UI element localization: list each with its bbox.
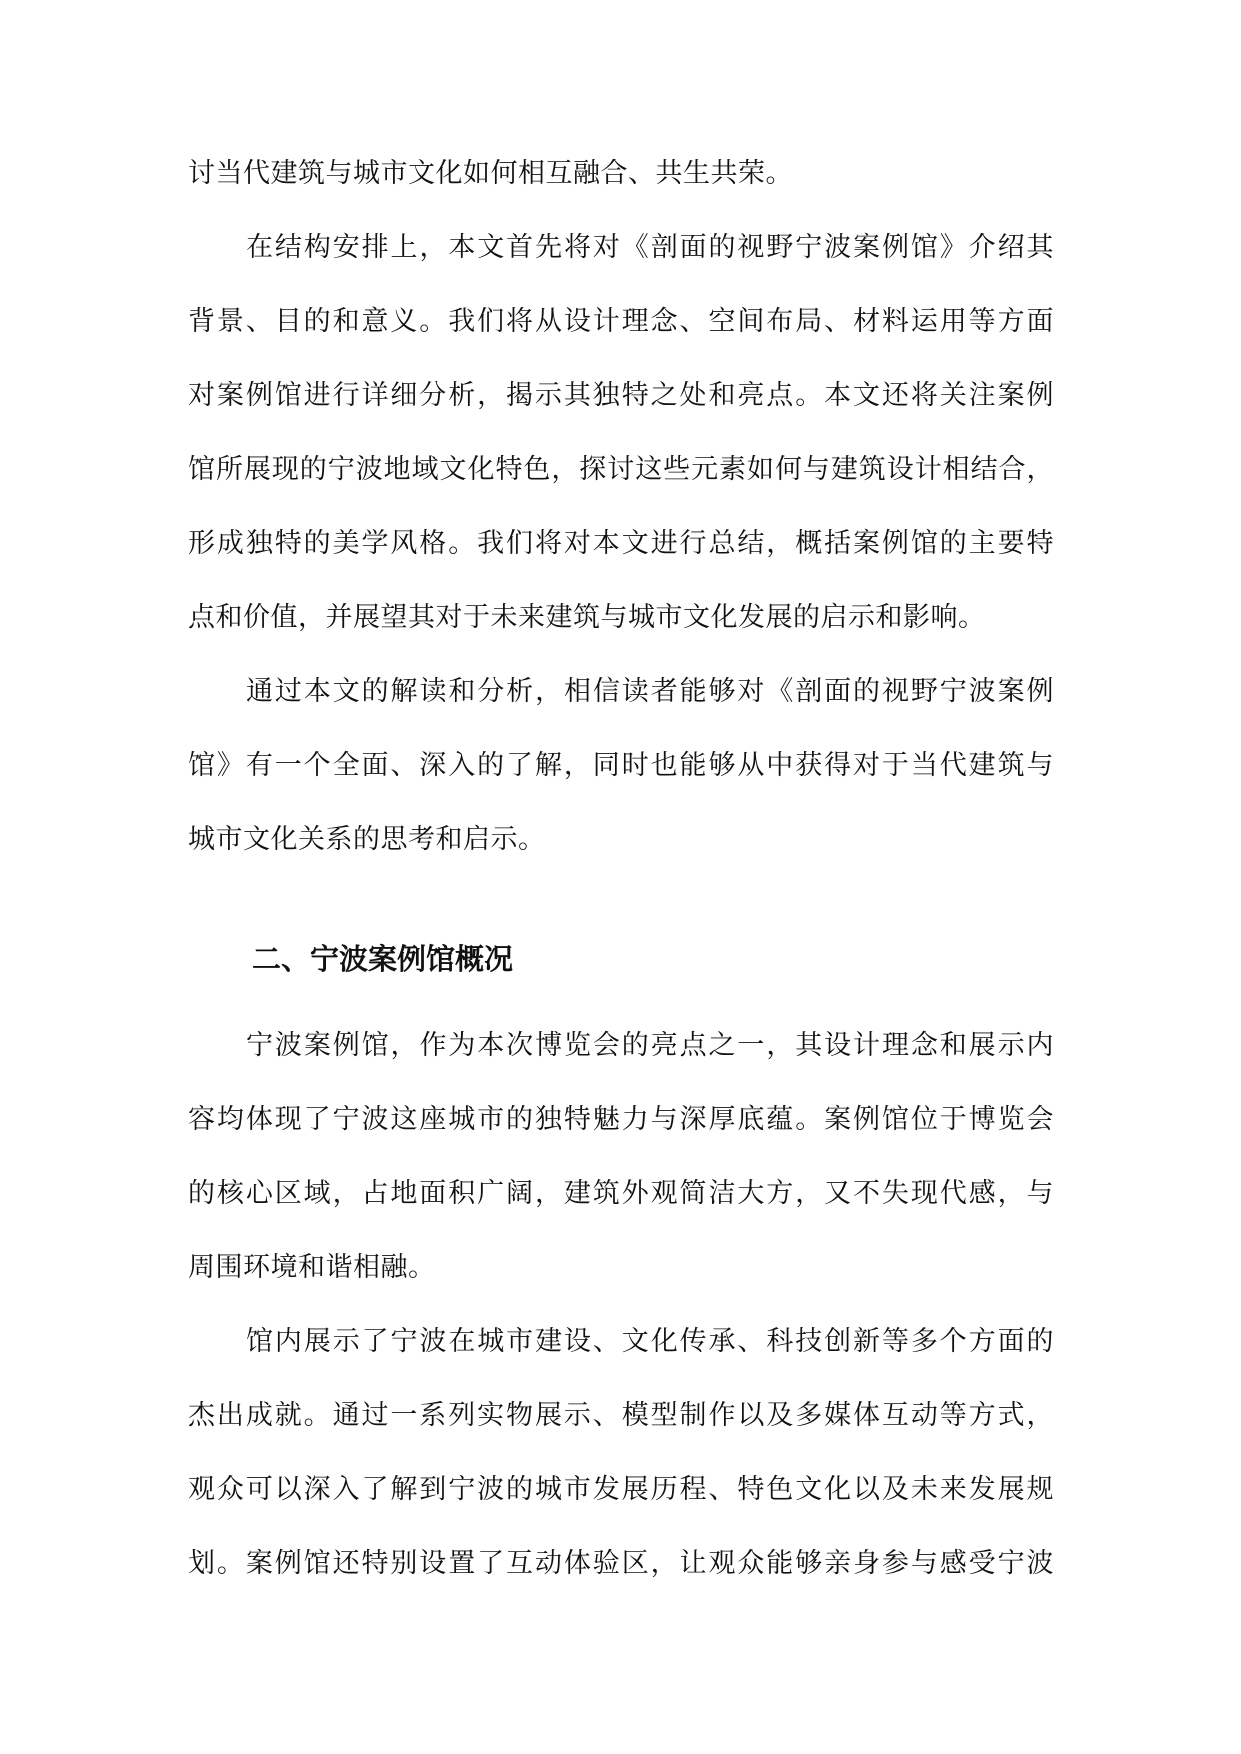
paragraph-line: 杰出成就。通过一系列实物展示、模型制作以及多媒体互动等方式， xyxy=(188,1400,1054,1431)
paragraph-line: 形成独特的美学风格。我们将对本文进行总结，概括案例馆的主要特 xyxy=(188,528,1054,559)
paragraph-line: 背景、目的和意义。我们将从设计理念、空间布局、材料运用等方面 xyxy=(188,306,1054,337)
section-heading: 二、宁波案例馆概况 xyxy=(252,942,514,976)
paragraph-line: 在结构安排上，本文首先将对《剖面的视野宁波案例馆》介绍其 xyxy=(246,232,1054,263)
paragraph-line: 馆所展现的宁波地域文化特色，探讨这些元素如何与建筑设计相结合， xyxy=(188,454,1054,485)
paragraph-line: 观众可以深入了解到宁波的城市发展历程、特色文化以及未来发展规 xyxy=(188,1474,1054,1505)
paragraph-line: 通过本文的解读和分析，相信读者能够对《剖面的视野宁波案例 xyxy=(246,676,1054,707)
paragraph-line: 讨当代建筑与城市文化如何相互融合、共生共荣。 xyxy=(188,158,793,189)
paragraph-line: 容均体现了宁波这座城市的独特魅力与深厚底蕴。案例馆位于博览会 xyxy=(188,1104,1054,1135)
paragraph-line: 宁波案例馆，作为本次博览会的亮点之一，其设计理念和展示内 xyxy=(246,1030,1054,1061)
paragraph-line: 馆》有一个全面、深入的了解，同时也能够从中获得对于当代建筑与 xyxy=(188,750,1054,781)
paragraph-line: 城市文化关系的思考和启示。 xyxy=(188,824,546,855)
paragraph-line: 划。案例馆还特别设置了互动体验区，让观众能够亲身参与感受宁波 xyxy=(188,1548,1054,1579)
paragraph-line: 周围环境和谐相融。 xyxy=(188,1252,436,1283)
paragraph-line: 的核心区域，占地面积广阔，建筑外观简洁大方，又不失现代感，与 xyxy=(188,1178,1054,1209)
paragraph-line: 对案例馆进行详细分析，揭示其独特之处和亮点。本文还将关注案例 xyxy=(188,380,1054,411)
paragraph-line: 点和价值，并展望其对于未来建筑与城市文化发展的启示和影响。 xyxy=(188,602,986,633)
paragraph-line: 馆内展示了宁波在城市建设、文化传承、科技创新等多个方面的 xyxy=(246,1326,1054,1357)
